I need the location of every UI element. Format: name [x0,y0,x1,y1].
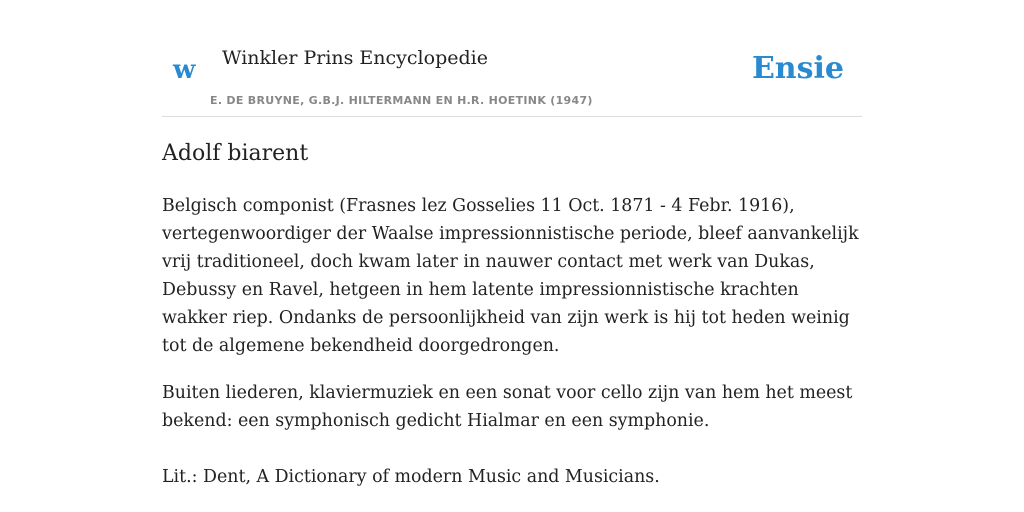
authors-credit: E. DE BRUYNE, G.B.J. HILTERMANN EN H.R. HOETINK (1947) [210,94,593,107]
article-paragraph: Buiten liederen, klaviermuziek en een sonat voor cello zijn van hem het meest bekend: een symphonisch gedicht Hialmar en een symphonie. [162,383,853,431]
site-logo[interactable]: w [173,55,196,85]
site-title[interactable]: Winkler Prins Encyclopedie [222,47,488,69]
entry-title: Adolf biarent [162,141,309,166]
literature-reference: Lit.: Dent, A Dictionary of modern Music and Musicians. [162,467,660,487]
brand-logo[interactable]: Ensie [751,51,844,86]
article-paragraph: Belgisch componist (Frasnes lez Gosselies 11 Oct. 1871 - 4 Febr. 1916), vertegenwoordiger der Waalse impressionnistische periode, bleef aanvankelijk vrij traditioneel, doch kwam later in nauwer contact met werk van Dukas, Debussy en Ravel, hetgeen in hem latente impressionnistische krachten wakker riep. Ondanks de persoonlijkheid van zijn werk is hij tot heden weinig tot de algemene bekendheid doorgedrongen. [162,196,859,356]
page-container [162,0,862,512]
site-header [162,0,862,117]
